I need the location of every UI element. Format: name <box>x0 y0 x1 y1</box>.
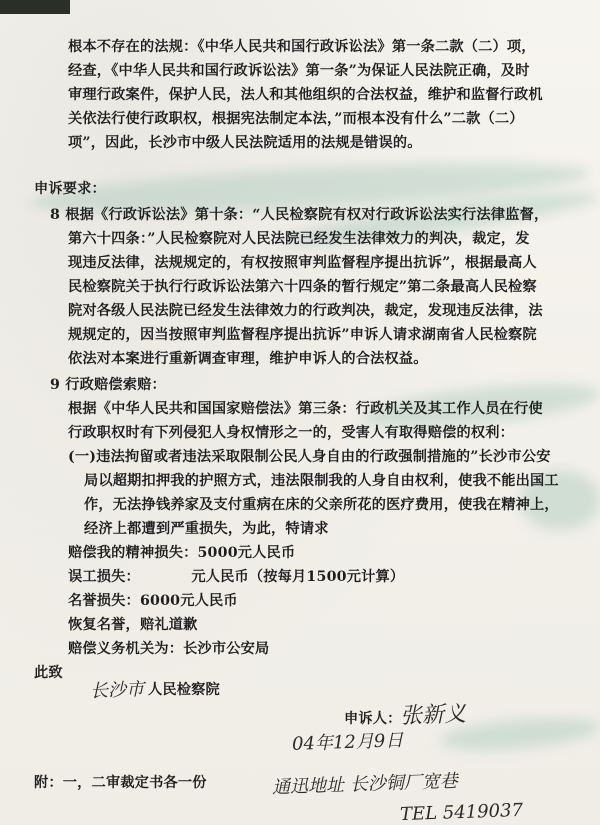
claim-line: 赔偿我的精神损失：5000元人民币 <box>68 545 296 561</box>
claim-line: 误工损失： 元人民币（按每月1500元计算） <box>68 569 405 585</box>
section-subheading: 9 行政赔偿索赔： <box>50 377 166 393</box>
closing-text: 此致 <box>34 665 63 681</box>
scan-edge <box>0 0 600 14</box>
text-line: 行政职权时有下列侵犯人身权情形之一的，受害人有取得赔偿的权利： <box>68 425 515 441</box>
text-line: 关依法行使行政职权，根据宪法制定本法，”而根本没有什么”二款（二） <box>68 111 524 127</box>
text-line: 根据《中华人民共和国国家赔偿法》第三条：行政机关及其工作人员在行使 <box>68 401 543 417</box>
text-line: 作，无法挣钱养家及支付重病在床的父亲所花的医疗费用，使我在精神上， <box>84 497 559 513</box>
text-line: 现违反法律，法规规定的，有权按照审判监督程序提出抗诉”，根据最高人 <box>68 255 537 271</box>
text-line: 院对各级人民法院已经发生法律效力的行政判决，裁定，发现违反法律，法 <box>68 303 543 319</box>
text-line: 依法对本案进行重新调查审理，维护申诉人的合法权益。 <box>68 351 428 367</box>
claim-line: 恢复名誉，赔礼道歉 <box>68 617 198 633</box>
claim-line: 赔偿义务机关为：长沙市公安局 <box>68 641 270 657</box>
appellant-signature: 张新义 <box>399 701 467 730</box>
recipient-printed: 人民检察院 <box>148 682 220 698</box>
claim-line: 名誉损失：6000元人民币 <box>68 593 238 609</box>
text-line: 第六十四条：”人民检察院对人民法院已经发生法律效力的判决，裁定，发 <box>68 231 530 247</box>
attachment-note: 附：一，二审裁定书各一份 <box>34 775 207 791</box>
text-line: 经查，《中华人民共和国行政诉讼法》第一条”为保证人民法院正确，及时 <box>68 63 530 79</box>
text-line: (一)违法拘留或者违法采取限制公民人身自由的行政强制措施的”长沙市公安 <box>68 449 551 465</box>
text-line: 规规定的，因当按照审判监督程序提出抗诉”申诉人请求湖南省人民检察院 <box>68 327 537 343</box>
recipient-handwritten: 长沙市 <box>89 679 145 702</box>
text-line: 审理行政案件，保护人民，法人和其他组织的合法权益，维护和监督行政机 <box>68 87 543 103</box>
date-handwritten: 04年12月9日 <box>291 730 404 755</box>
address-handwritten: 通迅地址 长沙铜厂宽巷 <box>271 770 459 799</box>
appellant-label: 申诉人： <box>344 711 402 727</box>
text-line: 局以超期扣押我的护照方式，违法限制我的人身自由权利，使我不能出国工 <box>84 473 559 489</box>
phone-handwritten: TEL 5419037 <box>399 799 524 825</box>
section-heading: 申诉要求： <box>34 181 106 197</box>
text-line: 8 根据《行政诉讼法》第十条：“人民检察院有权对行政诉讼法实行法律监督， <box>50 207 549 223</box>
text-line: 根本不存在的法规：《中华人民共和国行政诉讼法》第一条二款（二）项， <box>68 39 536 55</box>
text-line: 经济上都遭到严重损失，为此，特请求 <box>84 521 329 537</box>
text-line: 项”，因此，长沙市中级人民法院适用的法规是错误的。 <box>68 135 422 151</box>
text-line: 民检察院关于执行行政诉讼法第六十四条的暂行规定”第二条最高人民检察 <box>68 279 537 295</box>
